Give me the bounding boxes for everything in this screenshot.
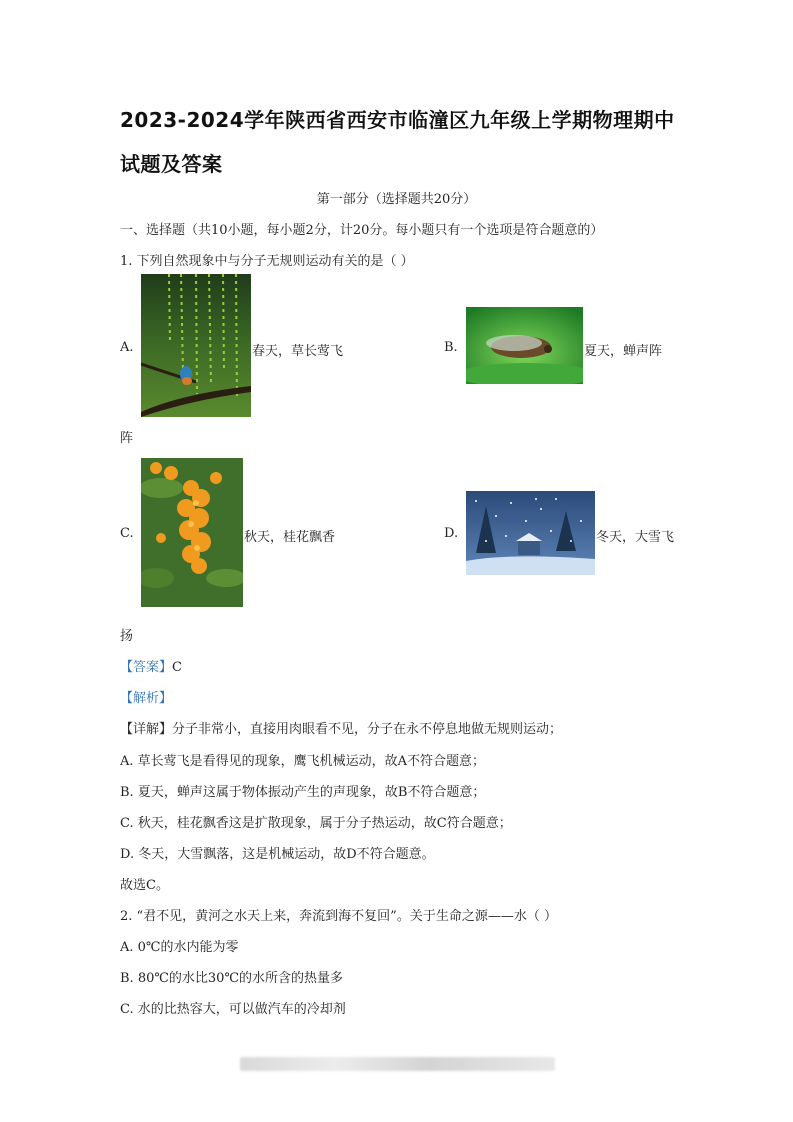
option-d-label: D. — [444, 526, 459, 541]
explanation-d: D. 冬天，大雪飘落，这是机械运动，故D不符合题意。 — [120, 847, 435, 862]
detail-text: 分子非常小，直接用肉眼看不见，分子在永不停息地做无规则运动； — [172, 722, 563, 737]
option-b-caption-wrap: 阵 — [120, 431, 134, 446]
option-b-label: B. — [444, 340, 458, 355]
detail-tag: 【详解】 — [120, 722, 173, 737]
option-c-caption: 秋天，桂花飘香 — [244, 530, 336, 545]
cicada-leaf-image — [466, 307, 583, 384]
option-d-caption-wrap: 扬 — [120, 629, 134, 644]
analysis-line — [120, 687, 172, 706]
kingfisher-willow-image — [141, 274, 251, 417]
analysis-tag: 【解析】 — [120, 691, 173, 706]
answer-tag: 【答案】 — [120, 660, 173, 675]
option-a-label: A. — [120, 340, 134, 355]
part-heading: 第一部分（选择题共20分） — [316, 192, 477, 207]
explanation-c: C. 秋天，桂花飘香这是扩散现象，属于分子热运动，故C符合题意； — [120, 816, 512, 831]
option-d-caption: 冬天，大雪飞 — [596, 530, 675, 545]
blurred-footer-watermark — [240, 1057, 555, 1071]
question-2-option-a: A. 0℃的水内能为零 — [120, 940, 239, 955]
question-1-stem: 1. 下列自然现象中与分子无规则运动有关的是（ ） — [120, 254, 414, 269]
section-heading: 一、选择题（共10小题，每小题2分，计20分。每小题只有一个选项是符合题意的） — [120, 223, 604, 238]
answer-line — [120, 656, 182, 675]
option-a-caption: 春天，草长莺飞 — [252, 344, 344, 359]
question-2-option-b: B. 80℃的水比30℃的水所含的热量多 — [120, 971, 343, 986]
osmanthus-flower-image — [141, 458, 243, 607]
snow-scene-image — [466, 491, 595, 575]
option-c-label: C. — [120, 526, 134, 541]
document-title-line-2: 试题及答案 — [120, 152, 223, 176]
explanation-a: A. 草长莺飞是看得见的现象，鹰飞机械运动，故A不符合题意； — [120, 754, 486, 769]
document-title-line-1: 2023-2024学年陕西省西安市临潼区九年级上学期物理期中 — [120, 108, 675, 132]
question-2-stem: 2. “君不见，黄河之水天上来，奔流到海不复回”。关于生命之源——水（ ） — [120, 909, 557, 924]
detail-line — [120, 718, 562, 737]
question-2-option-c: C. 水的比热容大，可以做汽车的冷却剂 — [120, 1002, 346, 1017]
answer-value: C — [172, 660, 182, 675]
explanation-b: B. 夏天，蝉声这属于物体振动产生的声现象，故B不符合题意； — [120, 785, 486, 800]
conclusion: 故选C。 — [120, 878, 169, 893]
option-b-caption: 夏天，蝉声阵 — [584, 344, 663, 359]
